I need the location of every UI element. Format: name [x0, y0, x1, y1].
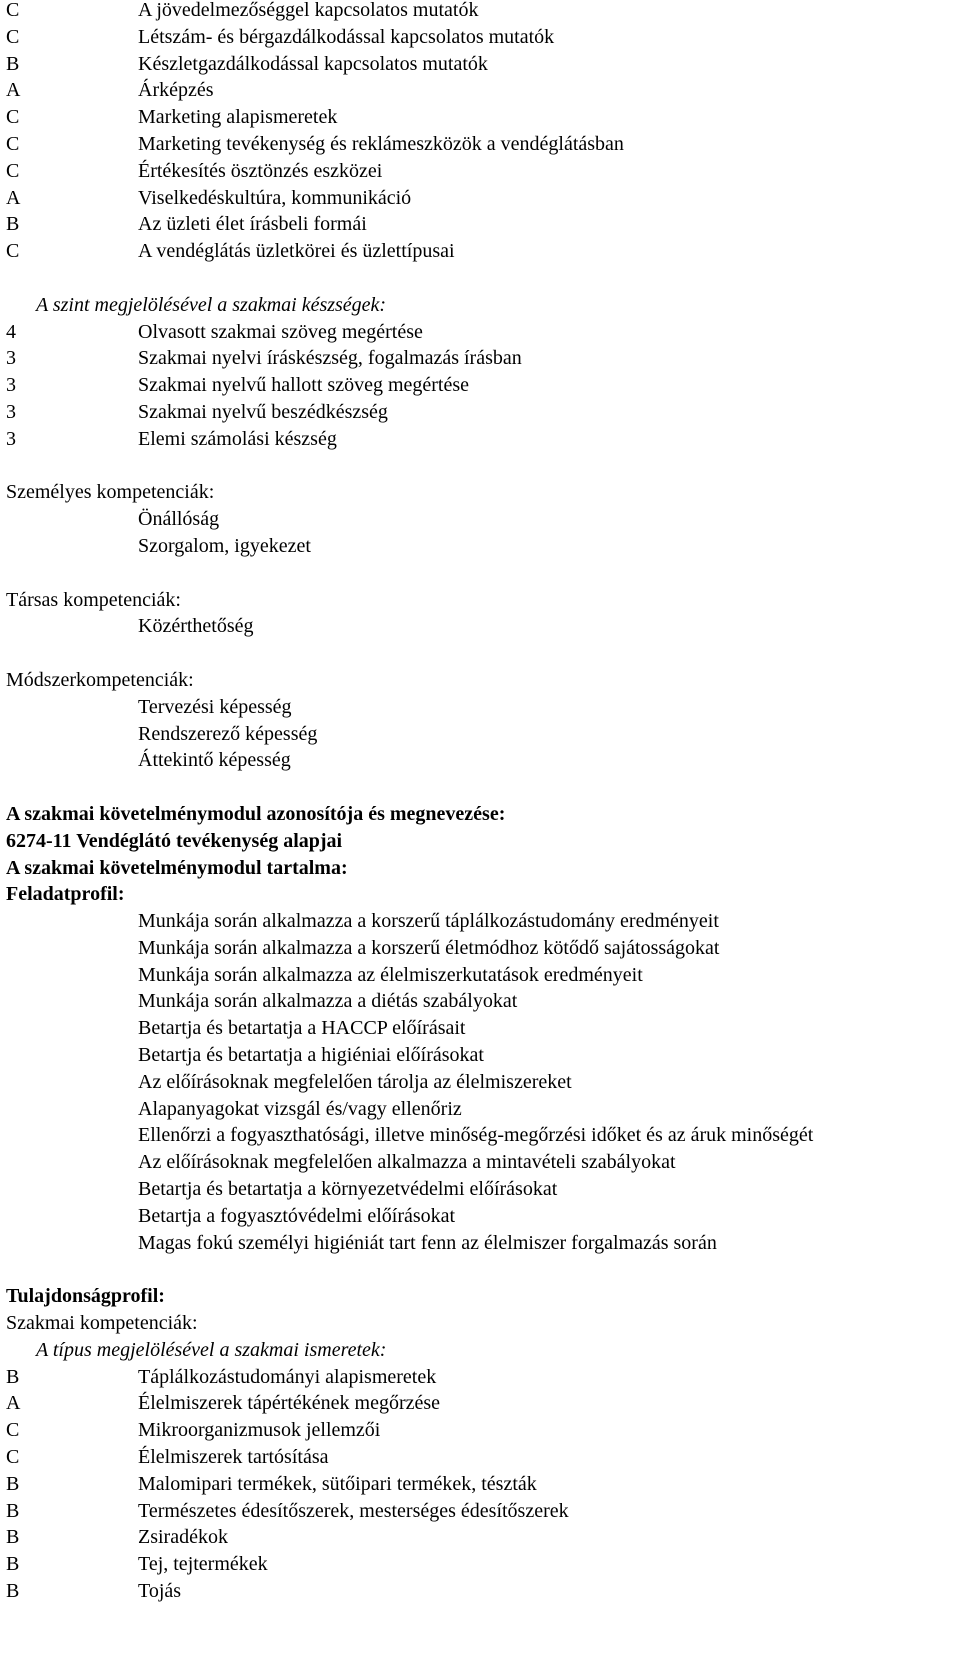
method-heading: Módszerkompetenciák:	[6, 668, 194, 691]
type-code: A	[6, 79, 21, 102]
list-item: Ellenőrzi a fogyaszthatósági, illetve minőség-megőrzési időket és az áruk minőségét	[138, 1124, 814, 1147]
type-code: C	[6, 132, 20, 155]
list-item	[6, 1551, 960, 1578]
item-text: Szakmai nyelvű hallott szöveg megértése	[138, 374, 470, 397]
item-text: Marketing alapismeretek	[138, 106, 338, 129]
task-list	[6, 908, 960, 1256]
item-text: Értékesítés ösztönzés eszközei	[138, 159, 383, 182]
list-item: Magas fokú személyi higiéniát tart fenn az élelmiszer forgalmazás során	[138, 1231, 717, 1254]
list-item	[6, 1524, 960, 1551]
personal-competencies	[6, 479, 960, 559]
list-item	[6, 1417, 960, 1444]
type-code: A	[6, 1392, 21, 1415]
item-text: Élelmiszerek tápértékének megőrzése	[138, 1392, 441, 1415]
module-content-heading: A szakmai követelménymodul tartalma:	[6, 856, 348, 879]
list-item	[6, 1390, 960, 1417]
item-text: A vendéglátás üzletkörei és üzlettípusai	[138, 240, 455, 263]
social-competencies	[6, 587, 960, 641]
list-item	[6, 319, 960, 346]
list-item: Munkája során alkalmazza a korszerű életmódhoz kötődő sajátosságokat	[138, 936, 720, 959]
list-item: Szorgalom, igyekezet	[138, 534, 311, 557]
item-text: Tojás	[138, 1580, 182, 1603]
level-code: 3	[6, 427, 16, 450]
list-item: Betartja és betartatja a HACCP előírásait	[138, 1017, 466, 1040]
list-item	[6, 77, 960, 104]
list-item	[6, 51, 960, 78]
skills-heading: A szint megjelölésével a szakmai készségek:	[36, 293, 387, 316]
item-text: Árképzés	[138, 79, 214, 102]
item-text: Elemi számolási készség	[138, 427, 337, 450]
list-item	[6, 104, 960, 131]
task-profile-heading: Feladatprofil:	[6, 883, 125, 906]
list-item	[6, 426, 960, 453]
type-code: C	[6, 240, 20, 263]
type-code: C	[6, 1446, 20, 1469]
item-text: Táplálkozástudományi alapismeretek	[138, 1365, 437, 1388]
item-text: Az üzleti élet írásbeli formái	[138, 213, 367, 236]
topics-list-2	[6, 1364, 960, 1605]
list-item	[6, 1498, 960, 1525]
item-text: Készletgazdálkodással kapcsolatos mutatók	[138, 52, 488, 75]
type-code: C	[6, 1419, 20, 1442]
item-text: Viselkedéskultúra, kommunikáció	[138, 186, 412, 209]
list-item: Önállóság	[138, 508, 220, 531]
type-code: B	[6, 1553, 20, 1576]
level-code: 3	[6, 374, 16, 397]
item-text: Szakmai nyelvű beszédkészség	[138, 400, 388, 423]
topics-list-1	[6, 0, 960, 265]
item-text: Mikroorganizmusok jellemzői	[138, 1419, 381, 1442]
level-code: 3	[6, 400, 16, 423]
list-item	[6, 0, 960, 24]
spacer	[6, 1256, 960, 1283]
item-text: Élelmiszerek tartósítása	[138, 1446, 329, 1469]
type-code: B	[6, 1499, 20, 1522]
item-text: Marketing tevékenység és reklámeszközök a vendéglátásban	[138, 132, 624, 155]
type-code: B	[6, 1365, 20, 1388]
list-item: Rendszerező képesség	[138, 722, 318, 745]
item-text: Malomipari termékek, sütőipari termékek, tészták	[138, 1472, 537, 1495]
module-section	[6, 801, 960, 908]
list-item	[6, 1364, 960, 1391]
list-item	[6, 345, 960, 372]
spacer	[6, 640, 960, 667]
list-item	[6, 238, 960, 265]
list-item: Betartja a fogyasztóvédelmi előírásokat	[138, 1204, 456, 1227]
list-item: Tervezési képesség	[138, 695, 292, 718]
type-code: B	[6, 52, 20, 75]
list-item	[6, 1578, 960, 1605]
list-item	[6, 1471, 960, 1498]
type-code: C	[6, 106, 20, 129]
list-item: Az előírásoknak megfelelően tárolja az élelmiszereket	[138, 1070, 572, 1093]
list-item: Közérthetőség	[138, 615, 254, 638]
list-item	[6, 1444, 960, 1471]
list-item: Betartja és betartatja a környezetvédelmi előírásokat	[138, 1178, 558, 1201]
type-code: C	[6, 25, 20, 48]
list-item: Munkája során alkalmazza az élelmiszerkutatások eredményeit	[138, 963, 643, 986]
list-item: Munkája során alkalmazza a diétás szabályokat	[138, 990, 518, 1013]
type-code: C	[6, 159, 20, 182]
item-text: A jövedelmezőséggel kapcsolatos mutatók	[138, 0, 479, 21]
type-code: C	[6, 0, 20, 21]
spacer	[6, 774, 960, 801]
type-code: B	[6, 1580, 20, 1603]
list-item: Az előírásoknak megfelelően alkalmazza a mintavételi szabályokat	[138, 1151, 676, 1174]
level-code: 3	[6, 347, 16, 370]
social-heading: Társas kompetenciák:	[6, 588, 181, 611]
module-id-heading: A szakmai követelménymodul azonosítója és megnevezése:	[6, 802, 506, 825]
item-text: Szakmai nyelvi íráskészség, fogalmazás írásban	[138, 347, 522, 370]
list-item	[6, 372, 960, 399]
property-profile	[6, 1283, 960, 1363]
type-code: A	[6, 186, 21, 209]
type-code: B	[6, 1526, 20, 1549]
spacer	[6, 453, 960, 480]
personal-heading: Személyes kompetenciák:	[6, 481, 215, 504]
item-text: Létszám- és bérgazdálkodással kapcsolatos mutatók	[138, 25, 555, 48]
list-item	[6, 399, 960, 426]
list-item: Alapanyagokat vizsgál és/vagy ellenőriz	[138, 1097, 462, 1120]
method-competencies	[6, 667, 960, 774]
item-text: Természetes édesítőszerek, mesterséges édesítőszerek	[138, 1499, 569, 1522]
level-code: 4	[6, 320, 16, 343]
item-text: Tej, tejtermékek	[138, 1553, 268, 1576]
type-code: B	[6, 213, 20, 236]
item-text: Olvasott szakmai szöveg megértése	[138, 320, 423, 343]
knowledge-type-heading: A típus megjelölésével a szakmai ismeretek:	[36, 1338, 387, 1361]
list-item	[6, 131, 960, 158]
property-profile-heading: Tulajdonságprofil:	[6, 1285, 165, 1308]
spacer	[6, 265, 960, 292]
list-item: Áttekintő képesség	[138, 749, 291, 772]
list-item: Betartja és betartatja a higiéniai előírásokat	[138, 1044, 484, 1067]
list-item	[6, 211, 960, 238]
list-item	[6, 24, 960, 51]
type-code: B	[6, 1472, 20, 1495]
module-title: 6274-11 Vendéglátó tevékenység alapjai	[6, 829, 343, 852]
skills-section	[6, 292, 960, 453]
spacer	[6, 560, 960, 587]
list-item: Munkája során alkalmazza a korszerű táplálkozástudomány eredményeit	[138, 910, 719, 933]
list-item	[6, 158, 960, 185]
item-text: Zsiradékok	[138, 1526, 228, 1549]
professional-competencies-heading: Szakmai kompetenciák:	[6, 1312, 198, 1335]
list-item	[6, 185, 960, 212]
